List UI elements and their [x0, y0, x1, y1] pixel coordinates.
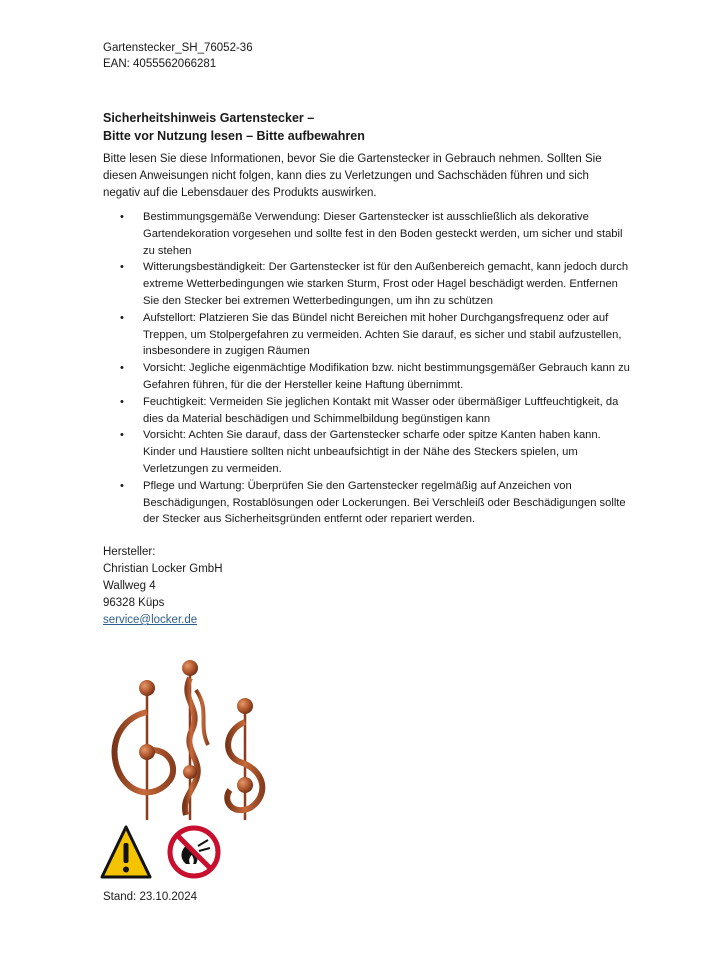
- title-line-1: Sicherheitshinweis Gartenstecker –: [103, 111, 315, 125]
- list-item-text: Bestimmungsgemäße Verwendung: Dieser Gartenstecker ist ausschließlich als dekorative Gartendekoration vorgesehen und sollte fest in den Boden gesteckt werden, um sicher und stabil zu stehen: [143, 211, 623, 257]
- manufacturer-city: 96328 Küps: [103, 597, 165, 609]
- safety-list: [103, 209, 631, 528]
- list-item: [103, 259, 631, 309]
- bullet-icon: •: [120, 395, 124, 408]
- list-item-text: Witterungsbeständigkeit: Der Gartenstecker ist für den Außenbereich gemacht, kann jedoch durch extreme Wetterbedingungen wie starken Sturm, Frost oder Hagel beschädigt werden. Entfernen Sie den Stecker bei extremen Wetterbedingungen, um ihn zu schützen: [143, 261, 629, 307]
- bullet-icon: •: [120, 479, 124, 492]
- bullet-icon: •: [120, 311, 124, 324]
- rusty-garden-stakes-image: [100, 650, 280, 820]
- list-item: [103, 427, 631, 477]
- bullet-icon: •: [120, 211, 124, 223]
- no-open-fire-icon: [170, 828, 218, 876]
- list-item-text: Pflege und Wartung: Überprüfen Sie den Gartenstecker regelmäßig auf Anzeichen von Beschädigungen, Rostablösungen oder Lockerungen. Bei Verschleiß oder Beschädigungen sollte der Stecker aus Sicherheitsgründen entfernt oder repariert werden.: [143, 479, 626, 526]
- list-item-text: Vorsicht: Achten Sie darauf, dass der Gartenstecker scharfe oder spitze Kanten haben kann. Kinder und Haustiere sollten nicht unbeaufsichtigt in der Nähe des Steckers spielen, um Verletzungen zu vermeiden.: [143, 429, 601, 475]
- list-item: [103, 209, 631, 259]
- manufacturer-label: Hersteller:: [103, 546, 156, 558]
- bullet-icon: •: [120, 362, 124, 375]
- version-date: Stand: 23.10.2024: [103, 891, 197, 903]
- bullet-icon: •: [120, 261, 124, 274]
- article-number: Gartenstecker_SH_76052-36: [103, 42, 253, 54]
- list-item: [103, 394, 631, 428]
- manufacturer-street: Wallweg 4: [103, 580, 156, 592]
- list-item-text: Aufstellort: Platzieren Sie das Bündel nicht Bereichen mit hoher Durchgangsfrequenz oder auf Treppen, um Stolpergefahren zu vermeiden. Achten Sie darauf, es sicher und stabil aufzustellen, insbesondere in zugigen Räumen: [143, 311, 622, 358]
- stake-left: [115, 680, 174, 820]
- warning-triangle-icon: [102, 827, 150, 877]
- intro-paragraph: Bitte lesen Sie diese Informationen, bevor Sie die Gartenstecker in Gebrauch nehmen. Sollten Sie diesen Anweisungen nicht folgen, kann dies zu Verletzungen und Sachschäden führen und sich negativ auf die Lebensdauer des Produkts auswirken.: [103, 153, 602, 199]
- title-line-2: Bitte vor Nutzung lesen – Bitte aufbewahren: [103, 129, 365, 143]
- manufacturer-name: Christian Locker GmbH: [103, 563, 223, 575]
- list-item-text: Feuchtigkeit: Vermeiden Sie jeglichen Kontakt mit Wasser oder übermäßiger Luftfeuchtigkeit, da dies da Material beschädigen und Schimmelbildung begünstigen kann: [143, 395, 619, 425]
- stake-right: [227, 698, 262, 820]
- ean-code: EAN: 4055562066281: [103, 58, 217, 70]
- list-item: [103, 478, 631, 528]
- document-header: [103, 40, 253, 72]
- safety-signs: [100, 824, 230, 882]
- stake-middle: [182, 660, 208, 820]
- manufacturer-email-link[interactable]: service@locker.de: [103, 614, 198, 626]
- document-title: [103, 109, 365, 145]
- list-item-text: Vorsicht: Jegliche eigenmächtige Modifikation bzw. nicht bestimmungsgemäßer Gebrauch kann zu Gefahren führen, für die der Hersteller keine Haftung übernimmt.: [143, 362, 630, 391]
- list-item: [103, 360, 631, 394]
- list-item: [103, 310, 631, 360]
- manufacturer-block: [103, 544, 223, 629]
- bullet-icon: •: [120, 429, 124, 442]
